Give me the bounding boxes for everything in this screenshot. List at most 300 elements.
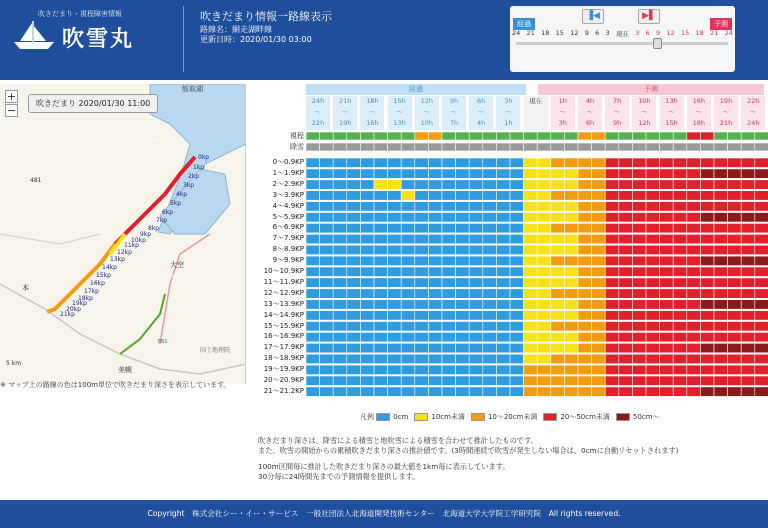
footer: Copyright 株式会社シー・イー・サービス 一般社団法人北海道開発技術センター 北海道大学大学院工学研究院 All rights reserved. xyxy=(0,500,768,528)
drift-cell xyxy=(755,300,768,310)
drift-cell xyxy=(510,289,524,299)
drift-cell xyxy=(496,245,510,255)
drift-cell xyxy=(306,354,320,364)
row-label: 8〜8.9KP xyxy=(272,245,304,254)
drift-cell xyxy=(347,365,361,375)
drift-cell xyxy=(442,256,456,266)
drift-cell xyxy=(687,332,701,342)
snow-cell xyxy=(496,143,510,151)
drift-cell xyxy=(755,289,768,299)
drift-cell xyxy=(605,300,619,310)
drift-cell xyxy=(374,191,388,201)
header-divider xyxy=(183,6,184,72)
drift-cell xyxy=(660,213,674,223)
drift-cell xyxy=(755,365,768,375)
visibility-cell xyxy=(551,132,565,140)
drift-cell xyxy=(306,234,320,244)
drift-cell xyxy=(564,245,578,255)
drift-cell xyxy=(388,354,402,364)
drift-cell xyxy=(388,256,402,266)
zoom-in-button[interactable]: + xyxy=(6,90,17,103)
drift-cell xyxy=(374,267,388,277)
drift-cell xyxy=(741,191,755,201)
drift-cell xyxy=(442,365,456,375)
drift-cell xyxy=(428,300,442,310)
drift-cell xyxy=(428,191,442,201)
drift-cell xyxy=(442,300,456,310)
drift-cell xyxy=(496,300,510,310)
drift-cell xyxy=(320,354,334,364)
drift-cell xyxy=(320,311,334,321)
drift-cell xyxy=(605,387,619,397)
snow-cell xyxy=(374,143,388,151)
drift-cell xyxy=(347,376,361,386)
drift-cell xyxy=(741,213,755,223)
drift-cell xyxy=(714,300,728,310)
drift-cell xyxy=(496,343,510,353)
drift-cell xyxy=(388,322,402,332)
drift-cell xyxy=(347,343,361,353)
drift-cell xyxy=(619,191,633,201)
drift-cell xyxy=(700,267,714,277)
drift-cell xyxy=(333,245,347,255)
drift-cell xyxy=(415,365,429,375)
drift-cell xyxy=(551,267,565,277)
map-scale: 5 km xyxy=(6,360,22,367)
visibility-cell xyxy=(700,132,714,140)
drift-cell xyxy=(646,354,660,364)
drift-cell xyxy=(415,278,429,288)
drift-cell xyxy=(510,278,524,288)
drift-cell xyxy=(510,191,524,201)
time-tick: 15 xyxy=(555,29,564,37)
drift-cell xyxy=(728,202,742,212)
drift-cell xyxy=(524,180,538,190)
time-ticks xyxy=(512,29,733,38)
visibility-cell xyxy=(347,132,361,140)
drift-cell xyxy=(401,158,415,168)
drift-cell xyxy=(592,343,606,353)
drift-cell xyxy=(524,202,538,212)
drift-cell xyxy=(755,256,768,266)
drift-cell xyxy=(660,354,674,364)
drift-cell xyxy=(456,354,470,364)
drift-cell xyxy=(687,180,701,190)
drift-cell xyxy=(578,311,592,321)
snow-cell xyxy=(755,143,768,151)
drift-cell xyxy=(564,256,578,266)
drift-cell xyxy=(428,332,442,342)
drift-cell xyxy=(660,311,674,321)
visibility-cell xyxy=(755,132,768,140)
drift-cell xyxy=(374,289,388,299)
drift-cell xyxy=(632,245,646,255)
drift-cell xyxy=(700,376,714,386)
drift-cell xyxy=(714,387,728,397)
column-top: 16h xyxy=(692,97,705,105)
drift-cell xyxy=(374,256,388,266)
drift-cell xyxy=(388,278,402,288)
drift-cell xyxy=(415,322,429,332)
drift-cell xyxy=(728,278,742,288)
column-tilde: 〜 xyxy=(641,108,648,116)
time-tick: 6 xyxy=(595,29,600,37)
drift-cell xyxy=(388,245,402,255)
drift-cell xyxy=(741,343,755,353)
drift-cell xyxy=(456,213,470,223)
drift-cell xyxy=(578,289,592,299)
drift-cell xyxy=(700,354,714,364)
drift-cell xyxy=(360,387,374,397)
column-top: 10h xyxy=(638,97,651,105)
drift-cell xyxy=(388,234,402,244)
drift-cell xyxy=(388,191,402,201)
snow-cell xyxy=(456,143,470,151)
map-info-label: 吹きだまり 2020/01/30 11:00 xyxy=(28,94,158,113)
drift-cell xyxy=(564,289,578,299)
drift-cell xyxy=(537,180,551,190)
drift-cell xyxy=(646,289,660,299)
kp-label: 1kp xyxy=(193,164,205,171)
route-map[interactable] xyxy=(0,84,246,384)
drift-cell xyxy=(605,365,619,375)
drift-cell xyxy=(456,191,470,201)
drift-cell xyxy=(700,365,714,375)
time-slider-thumb[interactable] xyxy=(653,38,662,49)
drift-cell xyxy=(646,169,660,179)
drift-cell xyxy=(496,213,510,223)
drift-cell xyxy=(415,267,429,277)
drift-cell xyxy=(578,223,592,233)
drift-cell xyxy=(741,245,755,255)
drift-cell xyxy=(456,376,470,386)
drift-cell xyxy=(578,376,592,386)
drift-cell xyxy=(578,213,592,223)
drift-cell xyxy=(306,376,320,386)
drift-cell xyxy=(401,300,415,310)
time-slider-track[interactable] xyxy=(516,42,728,45)
drift-cell xyxy=(442,332,456,342)
drift-cell xyxy=(564,354,578,364)
drift-cell xyxy=(551,169,565,179)
drift-cell xyxy=(592,267,606,277)
drift-cell xyxy=(360,245,374,255)
snow-cell xyxy=(564,143,578,151)
visibility-cell xyxy=(456,132,470,140)
drift-cell xyxy=(320,332,334,342)
column-top: 15h xyxy=(393,97,406,105)
drift-cell xyxy=(469,289,483,299)
drift-cell xyxy=(374,376,388,386)
drift-cell xyxy=(632,158,646,168)
drift-cell xyxy=(320,365,334,375)
drift-cell xyxy=(510,223,524,233)
drift-cell xyxy=(714,354,728,364)
time-tick: 21 xyxy=(526,29,535,37)
drift-cell xyxy=(347,223,361,233)
drift-cell xyxy=(510,180,524,190)
drift-cell xyxy=(741,365,755,375)
drift-cell xyxy=(496,202,510,212)
drift-cell xyxy=(483,234,497,244)
drift-cell xyxy=(755,158,768,168)
drift-cell xyxy=(619,311,633,321)
drift-cell xyxy=(469,234,483,244)
row-label: 19〜19.9KP xyxy=(263,365,304,374)
drift-cell xyxy=(578,365,592,375)
drift-cell xyxy=(673,278,687,288)
drift-cell xyxy=(755,343,768,353)
drift-cell xyxy=(510,387,524,397)
drift-cell xyxy=(605,234,619,244)
drift-cell xyxy=(673,191,687,201)
visibility-cell xyxy=(646,132,660,140)
drift-cell xyxy=(524,343,538,353)
drift-cell xyxy=(374,322,388,332)
drift-cell xyxy=(741,311,755,321)
drift-cell xyxy=(401,343,415,353)
drift-cell xyxy=(415,354,429,364)
drift-cell xyxy=(469,332,483,342)
description-line: 100m区間毎に推計した吹きだまり深さの最大値を1km毎に表示しています。 xyxy=(258,462,510,471)
drift-cell xyxy=(551,311,565,321)
drift-cell xyxy=(483,180,497,190)
drift-cell xyxy=(728,180,742,190)
drift-cell xyxy=(755,278,768,288)
drift-cell xyxy=(401,169,415,179)
row-label: 6〜6.9KP xyxy=(272,223,304,232)
column-bottom: 9h xyxy=(613,119,622,127)
drift-cell xyxy=(551,365,565,375)
snow-cell xyxy=(306,143,320,151)
visibility-cell xyxy=(306,132,320,140)
drift-cell xyxy=(360,223,374,233)
drift-cell xyxy=(564,322,578,332)
drift-cell xyxy=(660,245,674,255)
drift-cell xyxy=(605,256,619,266)
drift-cell xyxy=(456,234,470,244)
drift-cell xyxy=(700,245,714,255)
drift-cell xyxy=(755,223,768,233)
drift-cell xyxy=(728,343,742,353)
drift-cell xyxy=(483,322,497,332)
drift-cell xyxy=(632,289,646,299)
drift-cell xyxy=(646,343,660,353)
snow-cell xyxy=(401,143,415,151)
drift-cell xyxy=(741,180,755,190)
drift-cell xyxy=(687,278,701,288)
drift-cell xyxy=(524,365,538,375)
header xyxy=(0,0,768,80)
drift-cell xyxy=(469,343,483,353)
kp-label: 7kp xyxy=(156,217,168,224)
drift-cell xyxy=(741,289,755,299)
drift-cell xyxy=(673,213,687,223)
drift-cell xyxy=(551,234,565,244)
drift-cell xyxy=(374,300,388,310)
drift-cell xyxy=(714,223,728,233)
drift-cell xyxy=(592,332,606,342)
snow-cell xyxy=(619,143,633,151)
drift-cell xyxy=(347,322,361,332)
drift-cell xyxy=(564,311,578,321)
drift-cell xyxy=(347,354,361,364)
drift-cell xyxy=(401,180,415,190)
drift-cell xyxy=(687,387,701,397)
drift-cell xyxy=(632,256,646,266)
kp-label: 14kp xyxy=(102,264,117,271)
visibility-cell xyxy=(524,132,538,140)
drift-cell xyxy=(320,376,334,386)
drift-cell xyxy=(700,332,714,342)
drift-cell xyxy=(728,376,742,386)
drift-cell xyxy=(646,300,660,310)
drift-cell xyxy=(578,354,592,364)
drift-cell xyxy=(496,311,510,321)
map-canvas[interactable] xyxy=(0,84,246,384)
visibility-cell xyxy=(537,132,551,140)
drift-cell xyxy=(360,354,374,364)
drift-cell xyxy=(537,158,551,168)
drift-cell xyxy=(415,169,429,179)
visibility-cell xyxy=(374,132,388,140)
drift-cell xyxy=(741,278,755,288)
drift-cell xyxy=(605,158,619,168)
drift-cell xyxy=(456,332,470,342)
drift-cell xyxy=(374,169,388,179)
visibility-cell xyxy=(660,132,674,140)
drift-cell xyxy=(755,354,768,364)
drift-cell xyxy=(592,365,606,375)
kp-label: 12kp xyxy=(117,249,132,256)
column-bottom: 12h xyxy=(638,119,651,127)
column-tilde: 〜 xyxy=(341,108,349,116)
drift-cell xyxy=(755,202,768,212)
snow-cell xyxy=(320,143,334,151)
column-bottom: 19h xyxy=(338,119,352,127)
drift-cell xyxy=(483,332,497,342)
drift-cell xyxy=(632,180,646,190)
drift-cell xyxy=(714,322,728,332)
prev-time-button[interactable]: ▐◀ xyxy=(582,9,604,24)
drift-cell xyxy=(578,278,592,288)
drift-cell xyxy=(619,213,633,223)
drift-cell xyxy=(605,289,619,299)
kp-label: 21kp xyxy=(60,311,75,318)
drift-cell xyxy=(564,300,578,310)
drift-cell xyxy=(537,278,551,288)
row-label: 0〜0.9KP xyxy=(272,158,304,166)
drift-cell xyxy=(347,289,361,299)
drift-cell xyxy=(592,202,606,212)
kp-label: 19kp xyxy=(72,300,87,307)
drift-cell xyxy=(619,267,633,277)
column-bottom: 24h xyxy=(746,119,760,127)
drift-cell xyxy=(360,267,374,277)
drift-cell xyxy=(333,267,347,277)
drift-cell xyxy=(632,234,646,244)
drift-cell xyxy=(469,300,483,310)
drift-cell xyxy=(320,278,334,288)
drift-cell xyxy=(632,267,646,277)
drift-cell xyxy=(401,202,415,212)
drift-cell xyxy=(374,245,388,255)
drift-cell xyxy=(687,267,701,277)
drift-cell xyxy=(605,202,619,212)
drift-cell xyxy=(333,289,347,299)
time-tick: 18 xyxy=(541,29,550,37)
next-time-button[interactable]: ▶▌ xyxy=(638,9,660,24)
drift-cell xyxy=(700,289,714,299)
drift-cell xyxy=(524,267,538,277)
drift-cell xyxy=(347,300,361,310)
drift-cell xyxy=(442,387,456,397)
drift-cell xyxy=(496,289,510,299)
drift-cell xyxy=(306,158,320,168)
drift-cell xyxy=(619,158,633,168)
row-label: 14〜14.9KP xyxy=(263,310,304,319)
logo-subtitle: 吹きだまり・視程障害情報 xyxy=(38,10,122,18)
drift-cell xyxy=(646,223,660,233)
column-tilde: 〜 xyxy=(423,108,431,116)
drift-cell xyxy=(632,169,646,179)
drift-cell xyxy=(483,169,497,179)
drift-cell xyxy=(360,332,374,342)
logo[interactable] xyxy=(8,6,178,74)
drift-cell xyxy=(374,223,388,233)
drift-cell xyxy=(320,202,334,212)
drift-cell xyxy=(496,223,510,233)
column-top: 9h xyxy=(449,97,459,105)
drift-cell xyxy=(592,322,606,332)
row-label: 1〜1.9KP xyxy=(272,168,304,177)
time-tick: 現在 xyxy=(615,30,629,38)
drift-cell xyxy=(619,354,633,364)
visibility-cell xyxy=(687,132,701,140)
drift-cell xyxy=(728,332,742,342)
drift-cell xyxy=(347,387,361,397)
drift-cell xyxy=(456,267,470,277)
snow-cell xyxy=(510,143,524,151)
description-line: また、吹雪の開始からの累積吹きだまり深さの推計値です。(3時間連続で吹雪が発生しない場合は、0cmに自動リセットされます) xyxy=(258,446,679,455)
drift-cells xyxy=(248,84,768,414)
drift-cell xyxy=(401,376,415,386)
drift-cell xyxy=(673,387,687,397)
drift-cell xyxy=(469,387,483,397)
drift-cell xyxy=(388,387,402,397)
drift-cell xyxy=(524,311,538,321)
zoom-out-button[interactable]: − xyxy=(6,104,17,117)
drift-cell xyxy=(646,191,660,201)
row-label: 12〜12.9KP xyxy=(263,288,304,297)
drift-cell xyxy=(592,256,606,266)
drift-cell xyxy=(388,267,402,277)
drift-cell xyxy=(333,343,347,353)
drift-cell xyxy=(360,158,374,168)
drift-cell xyxy=(592,278,606,288)
drift-cell xyxy=(469,158,483,168)
drift-cell xyxy=(700,234,714,244)
visibility-cell xyxy=(619,132,633,140)
drift-cell xyxy=(687,256,701,266)
visibility-cell xyxy=(469,132,483,140)
drift-cell xyxy=(442,278,456,288)
place-label-5: 網走 xyxy=(153,138,164,144)
drift-cell xyxy=(537,191,551,201)
drift-cell xyxy=(687,343,701,353)
drift-cell xyxy=(687,234,701,244)
column-bottom: 1h xyxy=(504,119,513,127)
